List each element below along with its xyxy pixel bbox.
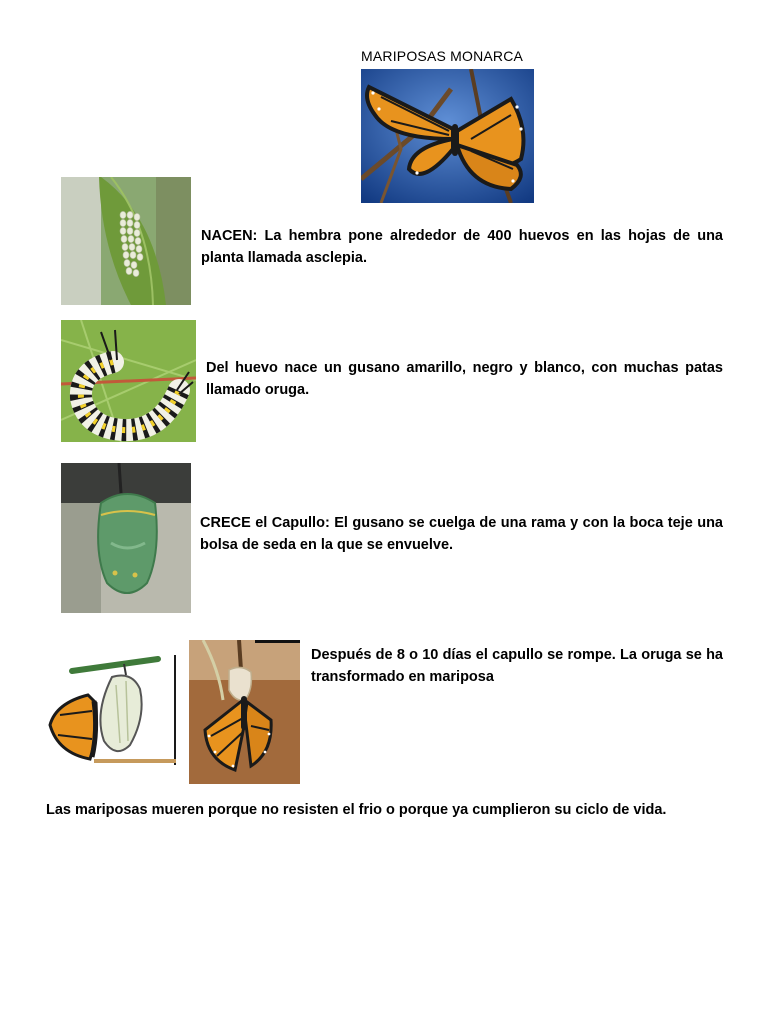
monarch-butterfly-photo	[361, 69, 534, 203]
emerged-butterfly-photo	[189, 640, 300, 784]
paragraph-capullo: CRECE el Capullo: El gusano se cuelga de una rama y con la boca teje una bolsa de seda en la que se envuelve.	[200, 515, 723, 553]
page-title: MARIPOSAS MONARCA	[361, 48, 524, 64]
eggs-on-leaf-photo	[61, 177, 191, 305]
paragraph-muerte: Las mariposas mueren porque no resisten el frio o porque ya cumplieron su ciclo de vida.	[46, 802, 667, 818]
paragraph-nacen: NACEN: La hembra pone alrededor de 400 huevos en las hojas de una planta llamada asclepia.	[201, 228, 723, 266]
paragraph-mariposa: Después de 8 o 10 días el capullo se rompe. La oruga se ha transformado en mariposa	[311, 647, 723, 685]
emerging-butterfly-drawing	[46, 655, 177, 765]
chrysalis-photo	[61, 463, 191, 613]
paragraph-oruga: Del huevo nace un gusano amarillo, negro y blanco, con muchas patas llamado oruga.	[206, 360, 723, 398]
caterpillar-photo	[61, 320, 196, 442]
